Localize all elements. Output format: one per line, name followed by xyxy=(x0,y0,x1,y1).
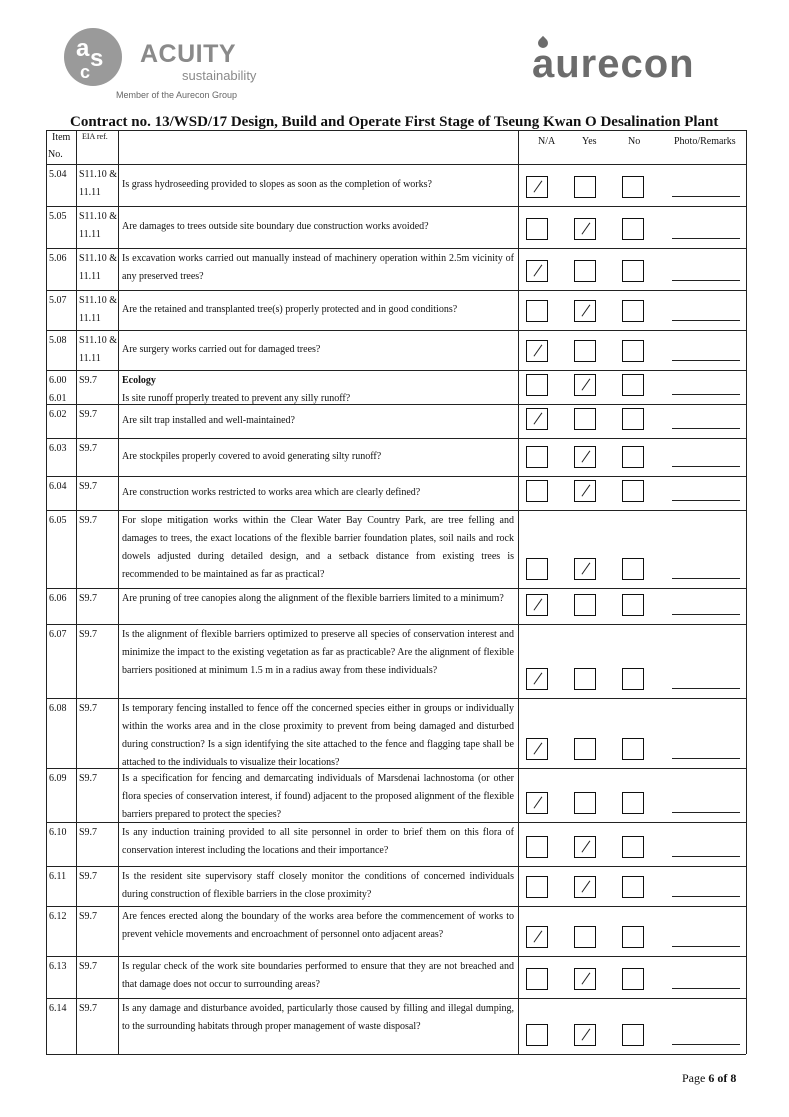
checkbox-na[interactable] xyxy=(526,558,548,580)
checkbox-yes[interactable] xyxy=(574,408,596,430)
eia-ref: S9.7 xyxy=(79,1003,98,1014)
row-divider xyxy=(46,998,746,999)
checkbox-no[interactable] xyxy=(622,558,644,580)
acuity-name: ACUITY xyxy=(140,40,237,68)
row-divider xyxy=(46,438,746,439)
item-number: 6.11 xyxy=(49,871,67,882)
item-number: 6.07 xyxy=(49,629,67,640)
eia-ref: S9.7 xyxy=(79,703,98,714)
checkbox-no[interactable] xyxy=(622,1024,644,1046)
remarks-field[interactable] xyxy=(672,812,740,813)
eia-ref: S9.7 xyxy=(79,827,98,838)
item-number: 6.03 xyxy=(49,443,67,454)
eia-ref: S9.7 xyxy=(79,593,98,604)
question-text: Is regular check of the work site boundaries performed to ensure that they are not breached and that damage does not occur to surrounding areas? xyxy=(122,961,514,990)
remarks-field[interactable] xyxy=(672,1044,740,1045)
checkbox-no[interactable] xyxy=(622,738,644,760)
item-number: 6.09 xyxy=(49,773,67,784)
checkbox-no[interactable] xyxy=(622,968,644,990)
checklist-table xyxy=(46,130,746,1054)
checkbox-yes[interactable] xyxy=(574,374,596,396)
eia-ref: S11.10 & 11.11 xyxy=(79,295,117,324)
row-divider xyxy=(46,330,746,331)
checkbox-na[interactable] xyxy=(526,738,548,760)
eia-ref: S11.10 & 11.11 xyxy=(79,211,117,240)
row-divider xyxy=(46,1054,746,1055)
remarks-field[interactable] xyxy=(672,428,740,429)
remarks-field[interactable] xyxy=(672,856,740,857)
header-no: No xyxy=(628,136,641,147)
checkbox-na[interactable] xyxy=(526,1024,548,1046)
row-divider xyxy=(46,866,746,867)
checkbox-no[interactable] xyxy=(622,260,644,282)
checkbox-na[interactable] xyxy=(526,176,548,198)
header-yes: Yes xyxy=(582,136,597,147)
row-divider xyxy=(46,510,746,511)
item-number: 5.04 xyxy=(49,169,67,180)
checkbox-yes[interactable] xyxy=(574,340,596,362)
question-text: Is the alignment of flexible barriers optimized to preserve all species of conservation interest and minimize the impact to the existing vegetation as far as practicable? Are the alignment of flexible barriers positioned at minimum 1.5 m in a radius away from these individuals? xyxy=(122,629,514,676)
row-divider xyxy=(46,206,746,207)
checkbox-na[interactable] xyxy=(526,594,548,616)
question-text: Is any damage and disturbance avoided, particularly those caused by filling and illegal dumping, to the surrounding habitats through proper management of waste disposal? xyxy=(122,1003,514,1032)
remarks-field[interactable] xyxy=(672,614,740,615)
remarks-field[interactable] xyxy=(672,320,740,321)
checkbox-yes[interactable] xyxy=(574,446,596,468)
checkbox-yes[interactable] xyxy=(574,300,596,322)
checkbox-yes[interactable] xyxy=(574,218,596,240)
remarks-field[interactable] xyxy=(672,500,740,501)
item-number: 5.06 xyxy=(49,253,67,264)
contract-title: Contract no. 13/WSD/17 Design, Build and Operate First Stage of Tseung Kwan O Desalination Plant xyxy=(70,114,719,130)
checkbox-no[interactable] xyxy=(622,480,644,502)
item-number: 5.07 xyxy=(49,295,67,306)
item-number: 6.00 6.01 xyxy=(49,375,67,404)
checkbox-yes[interactable] xyxy=(574,968,596,990)
checkbox-na[interactable] xyxy=(526,340,548,362)
svg-text:a: a xyxy=(76,35,90,62)
checkbox-na[interactable] xyxy=(526,668,548,690)
remarks-field[interactable] xyxy=(672,360,740,361)
header-eia-ref: EIA ref. xyxy=(82,132,108,141)
row-divider xyxy=(46,476,746,477)
eia-ref: S11.10 & 11.11 xyxy=(79,169,117,198)
page-total: 8 xyxy=(730,1071,737,1085)
aurecon-name: aurecon xyxy=(532,42,695,86)
item-number: 6.02 xyxy=(49,409,67,420)
question-text: Is temporary fencing installed to fence off the concerned species either in groups or individually within the works area and in the close proximity to prevent from being damaged and disturbed during construction? Is a sign identifying the site attached to the fence and flagging tape shall be attached to the individuals to visualize their locations? xyxy=(122,703,514,768)
item-number: 6.06 xyxy=(49,593,67,604)
aurecon-logo xyxy=(530,38,750,98)
eia-ref: S9.7 xyxy=(79,409,98,420)
row-divider xyxy=(46,130,746,131)
checkbox-na[interactable] xyxy=(526,836,548,858)
checkbox-no[interactable] xyxy=(622,594,644,616)
checkbox-yes[interactable] xyxy=(574,836,596,858)
checkbox-yes[interactable] xyxy=(574,176,596,198)
item-number: 6.04 xyxy=(49,481,67,492)
svg-text:s: s xyxy=(90,45,104,72)
checkbox-no[interactable] xyxy=(622,300,644,322)
row-divider xyxy=(46,588,746,589)
header-photo-remarks: Photo/Remarks xyxy=(674,136,736,147)
remarks-field[interactable] xyxy=(672,280,740,281)
column-divider xyxy=(46,130,47,1054)
remarks-field[interactable] xyxy=(672,688,740,689)
checkbox-no[interactable] xyxy=(622,876,644,898)
item-number: 6.13 xyxy=(49,961,67,972)
eia-ref: S9.7 xyxy=(79,773,98,784)
page-of: of xyxy=(717,1071,728,1085)
checkbox-na[interactable] xyxy=(526,968,548,990)
header-na: N/A xyxy=(538,136,556,147)
column-divider xyxy=(746,130,747,1054)
question-text: Are the retained and transplanted tree(s) properly protected and in good conditions? xyxy=(122,304,458,315)
eia-ref: S9.7 xyxy=(79,629,98,640)
row-divider xyxy=(46,624,746,625)
eia-ref: S9.7 xyxy=(79,443,98,454)
question-text: Is site runoff properly treated to prevent any silly runoff? xyxy=(122,393,351,404)
item-number: 6.12 xyxy=(49,911,67,922)
question-text: Are pruning of tree canopies along the alignment of the flexible barriers limited to a minimum? xyxy=(122,593,504,604)
section-heading: Ecology xyxy=(122,375,156,386)
checkbox-yes[interactable] xyxy=(574,558,596,580)
checkbox-na[interactable] xyxy=(526,446,548,468)
checkbox-no[interactable] xyxy=(622,792,644,814)
checkbox-no[interactable] xyxy=(622,446,644,468)
row-divider xyxy=(46,956,746,957)
checkbox-yes[interactable] xyxy=(574,480,596,502)
acuity-logo-mark-icon xyxy=(62,26,124,88)
checkbox-no[interactable] xyxy=(622,836,644,858)
question-text: Is any induction training provided to all site personnel in order to brief them on this flora of conservation interest including the locations and their importance? xyxy=(122,827,514,856)
checkbox-no[interactable] xyxy=(622,176,644,198)
checkbox-na[interactable] xyxy=(526,300,548,322)
remarks-field[interactable] xyxy=(672,196,740,197)
question-text: Is grass hydroseeding provided to slopes as soon as the completion of works? xyxy=(122,179,432,190)
question-text: Are construction works restricted to works area which are clearly defined? xyxy=(122,487,421,498)
row-divider xyxy=(46,164,746,165)
checkbox-yes[interactable] xyxy=(574,594,596,616)
eia-ref: S9.7 xyxy=(79,375,98,386)
question-text: Are stockpiles properly covered to avoid generating silty runoff? xyxy=(122,451,382,462)
column-divider xyxy=(518,130,519,1054)
item-number: 6.05 xyxy=(49,515,67,526)
checkbox-yes[interactable] xyxy=(574,926,596,948)
page-current: 6 xyxy=(708,1071,715,1085)
item-number: 5.08 xyxy=(49,335,67,346)
header-item-no: No. xyxy=(48,149,63,160)
remarks-field[interactable] xyxy=(672,394,740,395)
row-divider xyxy=(46,698,746,699)
svg-text:c: c xyxy=(80,62,91,82)
acuity-member-text: Member of the Aurecon Group xyxy=(116,90,238,100)
question-text: For slope mitigation works within the Clear Water Bay Country Park, are tree felling and damages to trees, the exact locations of the flexible barrier foundation plates, soil nails and rock dowels adjusted during detailed design, and a setback distance from existing trees is recommended to be maintained as far as practical? xyxy=(122,515,514,580)
checkbox-yes[interactable] xyxy=(574,260,596,282)
eia-ref: S11.10 & 11.11 xyxy=(79,253,117,282)
column-divider xyxy=(76,130,77,1054)
row-divider xyxy=(46,370,746,371)
header-item: Item xyxy=(52,132,71,143)
checkbox-yes[interactable] xyxy=(574,876,596,898)
checkbox-no[interactable] xyxy=(622,218,644,240)
checkbox-yes[interactable] xyxy=(574,738,596,760)
question-text: Are fences erected along the boundary of the works area before the commencement of works to prevent vehicle movements and encroachment of personnel onto adjacent areas? xyxy=(122,911,514,940)
row-divider xyxy=(46,290,746,291)
eia-ref: S9.7 xyxy=(79,515,98,526)
checkbox-no[interactable] xyxy=(622,668,644,690)
remarks-field[interactable] xyxy=(672,578,740,579)
remarks-field[interactable] xyxy=(672,988,740,989)
remarks-field[interactable] xyxy=(672,238,740,239)
row-divider xyxy=(46,248,746,249)
acuity-tagline: sustainability xyxy=(182,68,257,83)
checkbox-na[interactable] xyxy=(526,876,548,898)
remarks-field[interactable] xyxy=(672,466,740,467)
checkbox-na[interactable] xyxy=(526,480,548,502)
checkbox-no[interactable] xyxy=(622,926,644,948)
eia-ref: S11.10 & 11.11 xyxy=(79,335,117,364)
remarks-field[interactable] xyxy=(672,758,740,759)
page-prefix: Page xyxy=(682,1071,706,1085)
row-divider xyxy=(46,906,746,907)
remarks-field[interactable] xyxy=(672,946,740,947)
item-number: 5.05 xyxy=(49,211,67,222)
question-text: Is a specification for fencing and demarcating individuals of Marsdenai lachnostoma (or other flora species of conservation interest, if found) adjacent to the proposed alignment of the flexible barriers prepared to protect the species? xyxy=(122,773,514,820)
question-text: Is the resident site supervisory staff closely monitor the conditions of concerned individuals during construction of flexible barriers in the close proximity? xyxy=(122,871,514,900)
item-number: 6.10 xyxy=(49,827,67,838)
eia-ref: S9.7 xyxy=(79,871,98,882)
question-text: Are silt trap installed and well-maintained? xyxy=(122,415,295,426)
checkbox-yes[interactable] xyxy=(574,1024,596,1046)
checkbox-yes[interactable] xyxy=(574,792,596,814)
checkbox-na[interactable] xyxy=(526,792,548,814)
eia-ref: S9.7 xyxy=(79,961,98,972)
checkbox-na[interactable] xyxy=(526,218,548,240)
item-number: 6.14 xyxy=(49,1003,67,1014)
eia-ref: S9.7 xyxy=(79,481,98,492)
acuity-logo xyxy=(62,26,262,102)
question-text: Are damages to trees outside site boundary due construction works avoided? xyxy=(122,221,429,232)
checkbox-na[interactable] xyxy=(526,374,548,396)
remarks-field[interactable] xyxy=(672,896,740,897)
checkbox-no[interactable] xyxy=(622,408,644,430)
checkbox-na[interactable] xyxy=(526,926,548,948)
item-number: 6.08 xyxy=(49,703,67,714)
page-number xyxy=(682,1071,736,1086)
checkbox-no[interactable] xyxy=(622,340,644,362)
eia-ref: S9.7 xyxy=(79,911,98,922)
checkbox-no[interactable] xyxy=(622,374,644,396)
question-text: Is excavation works carried out manually instead of machinery operation within 2.5m vicinity of any preserved trees? xyxy=(122,253,514,282)
checkbox-na[interactable] xyxy=(526,408,548,430)
checkbox-na[interactable] xyxy=(526,260,548,282)
question-text: Are surgery works carried out for damaged trees? xyxy=(122,344,321,355)
checkbox-yes[interactable] xyxy=(574,668,596,690)
